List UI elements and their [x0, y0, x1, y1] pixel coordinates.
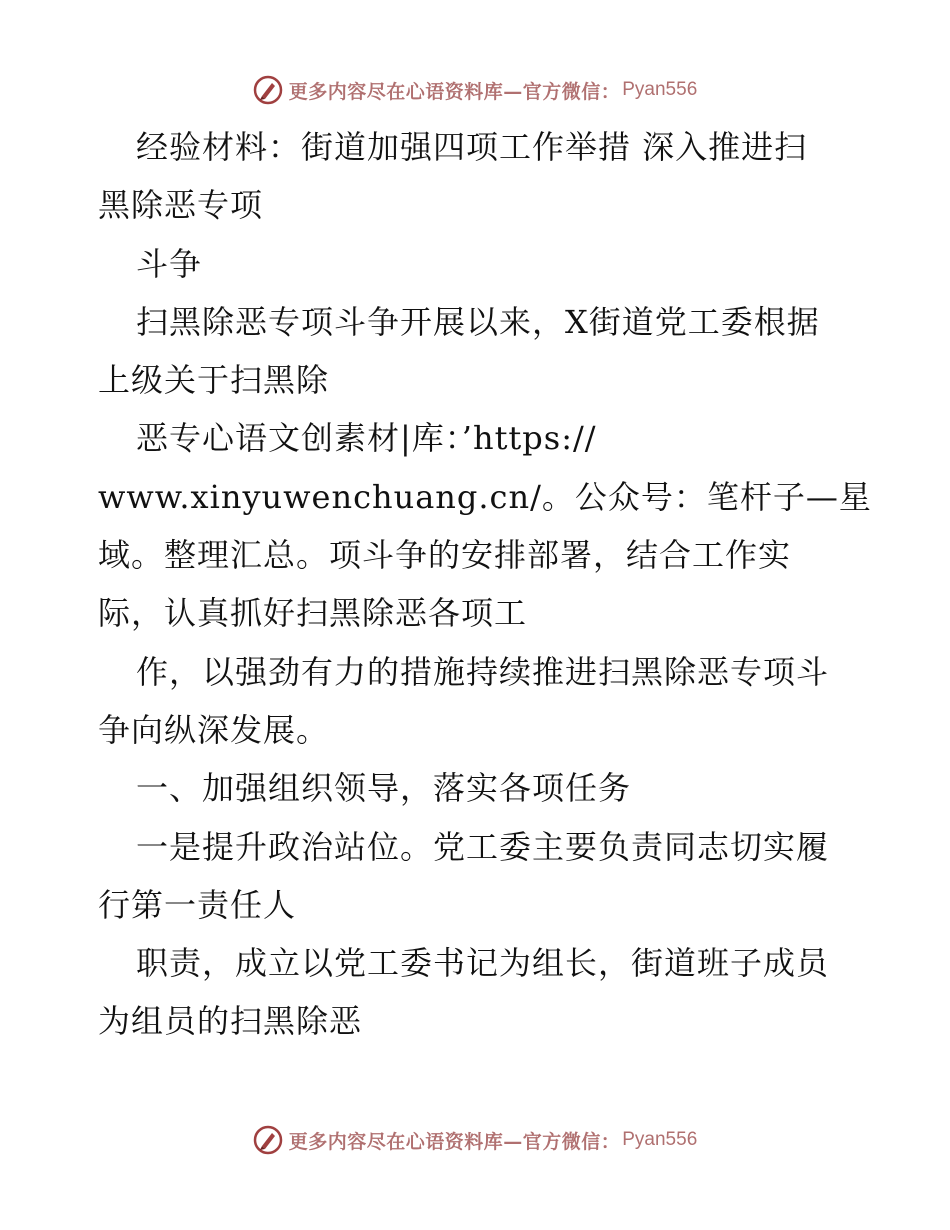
text-line: 斗争 [136, 244, 203, 283]
text-line: 作，以强劲有力的措施持续推进扫黑除恶专项斗 [136, 652, 830, 691]
document-body [98, 118, 872, 1051]
banner-wechat-id: Pyan556 [622, 79, 698, 100]
text-line: 际，认真抓好扫黑除恶各项工 [98, 594, 528, 633]
text-line: 扫黑除恶专项斗争开展以来，X街道党工委根据 [136, 302, 820, 341]
text-line: 一、加强组织领导，落实各项任务 [136, 769, 632, 808]
text-line: 经验材料：街道加强四项工作举措 深入推进扫 [136, 128, 808, 166]
text-line: 上级关于扫黑除 [98, 361, 330, 400]
text-line: 职责，成立以党工委书记为组长，街道班子成员 [136, 944, 830, 983]
banner-text: 更多内容尽在心语资料库—官方微信： [288, 80, 621, 103]
text-line: 为组员的扫黑除恶 [98, 1002, 363, 1041]
text-line: 黑除恶专项 [98, 186, 264, 225]
banner-text: 更多内容尽在心语资料库—官方微信： [288, 1130, 621, 1153]
pen-logo-icon [253, 75, 283, 105]
text-line: 一是提升政治站位。党工委主要负责同志切实履 [136, 827, 830, 866]
footer-banner [0, 1120, 950, 1160]
text-line: 争向纵深发展。 [98, 710, 330, 749]
text-line: 恶专心语文创素材|库：’https:// [136, 419, 597, 458]
text-line: 行第一责任人 [98, 885, 297, 924]
banner-wechat-id: Pyan556 [622, 1129, 698, 1150]
text-line: 域。整理汇总。项斗争的安排部署，结合工作实 [98, 536, 792, 575]
text-line: www.xinyuwenchuang.cn/。公众号：笔杆子—星 [98, 477, 872, 516]
pen-logo-icon [253, 1125, 283, 1155]
header-banner [0, 70, 950, 110]
